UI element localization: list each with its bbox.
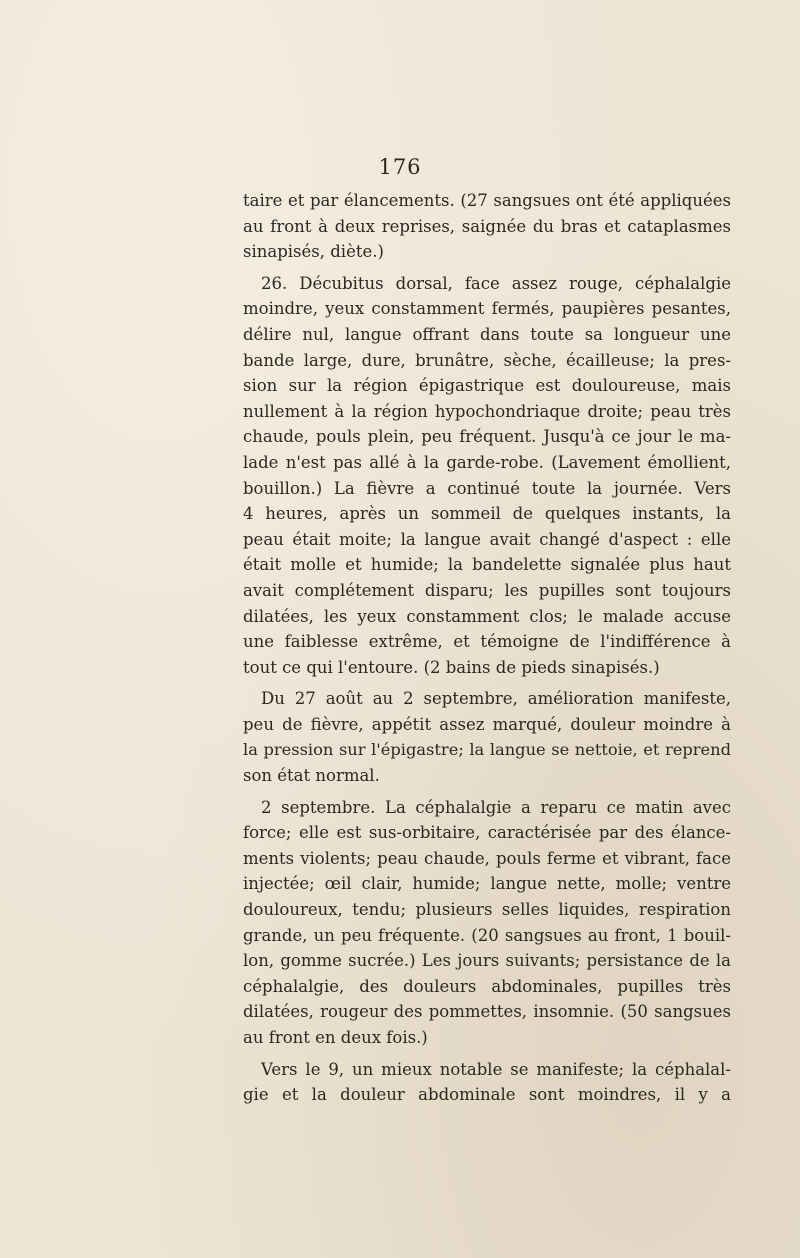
text-line: grande, un peu fréquente. (20 sangsues au front, 1 bouil- xyxy=(243,925,731,945)
text-line: une faiblesse extrême, et témoigne de l'indifférence à xyxy=(243,632,731,652)
text-line: force; elle est sus-orbitaire, caractérisée par des élance- xyxy=(243,823,731,843)
paragraph-5 xyxy=(243,1057,731,1108)
text-line: avait complétement disparu; les pupilles sont toujours xyxy=(243,580,731,600)
text-line: lon, gomme sucrée.) Les jours suivants; persistance de la xyxy=(243,951,731,971)
text-line: bande large, dure, brunâtre, sèche, écailleuse; la pres- xyxy=(243,350,731,370)
text-line: tout ce qui l'entoure. (2 bains de pieds sinapisés.) xyxy=(243,657,660,677)
text-line: peau était moite; la langue avait changé d'aspect : elle xyxy=(243,529,731,549)
text-line: peu de fièvre, appétit assez marqué, douleur moindre à xyxy=(243,714,731,734)
text-line: Du 27 août au 2 septembre, amélioration manifeste, xyxy=(261,689,731,709)
text-line: bouillon.) La fièvre a continué toute la journée. Vers xyxy=(243,478,731,498)
text-line: gie et la douleur abdominale sont moindres, il y a xyxy=(243,1085,731,1105)
paragraph-1 xyxy=(243,188,731,265)
text-line: 26. Décubitus dorsal, face assez rouge, céphalalgie xyxy=(261,273,731,293)
text-line: injectée; œil clair, humide; langue nette, molle; ventre xyxy=(243,874,731,894)
text-line: chaude, pouls plein, peu fréquent. Jusqu'à ce jour le ma- xyxy=(243,427,731,447)
text-line: sinapisés, diète.) xyxy=(243,242,384,262)
text-line: taire et par élancements. (27 sangsues ont été appliquées xyxy=(243,191,731,210)
text-line: céphalalgie, des douleurs abdominales, pupilles très xyxy=(243,976,731,996)
text-line: dilatées, les yeux constamment clos; le malade accuse xyxy=(243,606,731,626)
text-line: délire nul, langue offrant dans toute sa longueur une xyxy=(243,324,731,344)
text-line: nullement à la région hypochondriaque droite; peau très xyxy=(243,401,731,421)
text-line: ments violents; peau chaude, pouls ferme et vibrant, face xyxy=(243,848,731,868)
text-line: moindre, yeux constamment fermés, paupières pesantes, xyxy=(243,299,731,319)
paragraph-4 xyxy=(243,795,731,1051)
text-line: au front en deux fois.) xyxy=(243,1028,428,1047)
page-number: 176 xyxy=(378,155,422,179)
text-line: Vers le 9, un mieux notable se manifeste; la céphalal- xyxy=(261,1059,731,1079)
paragraph-2 xyxy=(243,271,731,681)
paragraph-3 xyxy=(243,686,731,788)
text-line: douloureux, tendu; plusieurs selles liquides, respiration xyxy=(243,900,731,920)
text-line: au front à deux reprises, saignée du bras et cataplasmes xyxy=(243,216,731,236)
text-line: sion sur la région épigastrique est douloureuse, mais xyxy=(243,376,731,396)
text-line: lade n'est pas allé à la garde-robe. (Lavement émollient, xyxy=(243,452,731,472)
text-line: dilatées, rougeur des pommettes, insomnie. (50 sangsues xyxy=(243,1002,731,1022)
text-line: était molle et humide; la bandelette signalée plus haut xyxy=(243,555,731,575)
page-text xyxy=(243,188,731,1108)
text-line: 4 heures, après un sommeil de quelques instants, la xyxy=(243,504,731,524)
text-line: la pression sur l'épigastre; la langue se nettoie, et reprend xyxy=(243,740,731,760)
text-line: 2 septembre. La céphalalgie a reparu ce matin avec xyxy=(261,797,731,817)
text-line: son état normal. xyxy=(243,766,380,786)
